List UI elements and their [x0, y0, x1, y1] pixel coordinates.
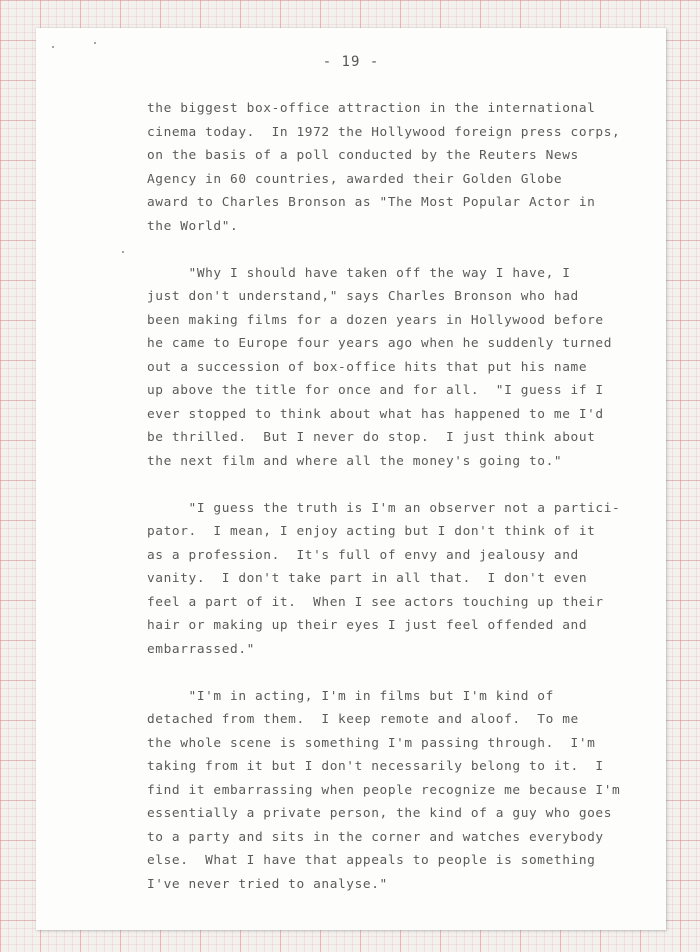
paper-speck — [94, 42, 96, 44]
text-line: "I guess the truth is I'm an observer not a partici- — [147, 500, 621, 516]
text-line: award to Charles Bronson as "The Most Popular Actor in — [147, 195, 596, 210]
text-line: hair or making up their eyes I just feel offended and — [147, 618, 588, 633]
text-line: "Why I should have taken off the way I have, I — [147, 265, 571, 281]
body-text — [147, 97, 657, 920]
paragraph-2 — [147, 262, 657, 474]
text-line: embarrassed." — [147, 641, 255, 657]
text-line: essentially a private person, the kind of a guy who goes — [147, 806, 613, 821]
text-line: up above the title for once and for all. "I guess if I — [147, 383, 604, 398]
text-line: to a party and sits in the corner and watches everybody — [147, 829, 604, 845]
text-line: taking from it but I don't necessarily belong to it. I — [147, 759, 604, 774]
text-line: "I'm in acting, I'm in films but I'm kind of — [147, 688, 554, 704]
text-line: detached from them. I keep remote and aloof. To me — [147, 712, 579, 727]
paragraph-1 — [147, 97, 657, 238]
text-line: as a profession. It's full of envy and jealousy and — [147, 547, 579, 563]
page-number: - 19 - — [322, 54, 380, 70]
paper-speck — [122, 251, 124, 253]
text-line: been making films for a dozen years in Hollywood before — [147, 312, 604, 328]
paragraph-3 — [147, 497, 657, 662]
document-page — [36, 28, 666, 930]
text-line: the World". — [147, 218, 239, 234]
text-line: else. What I have that appeals to people is something — [147, 853, 596, 868]
text-line: the biggest box-office attraction in the international — [147, 101, 596, 116]
text-line: the next film and where all the money's going to." — [147, 453, 563, 469]
text-line: pator. I mean, I enjoy acting but I don't think of it — [147, 524, 596, 539]
text-line: Agency in 60 countries, awarded their Golden Globe — [147, 171, 563, 187]
paragraph-4 — [147, 685, 657, 897]
text-line: feel a part of it. When I see actors touching up their — [147, 594, 604, 610]
text-line: just don't understand," says Charles Bronson who had — [147, 289, 579, 304]
text-line: the whole scene is something I'm passing through. I'm — [147, 735, 596, 751]
text-line: on the basis of a poll conducted by the Reuters News — [147, 148, 579, 163]
text-line: out a succession of box-office hits that put his name — [147, 359, 588, 375]
text-line: ever stopped to think about what has happened to me I'd — [147, 406, 604, 422]
text-line: be thrilled. But I never do stop. I just think about — [147, 430, 596, 445]
text-line: I've never tried to analyse." — [147, 876, 388, 892]
paper-speck — [52, 46, 54, 48]
text-line: vanity. I don't take part in all that. I don't even — [147, 571, 588, 586]
text-line: he came to Europe four years ago when he suddenly turned — [147, 336, 613, 351]
text-line: find it embarrassing when people recognize me because I'm — [147, 782, 621, 798]
text-line: cinema today. In 1972 the Hollywood foreign press corps, — [147, 124, 621, 140]
